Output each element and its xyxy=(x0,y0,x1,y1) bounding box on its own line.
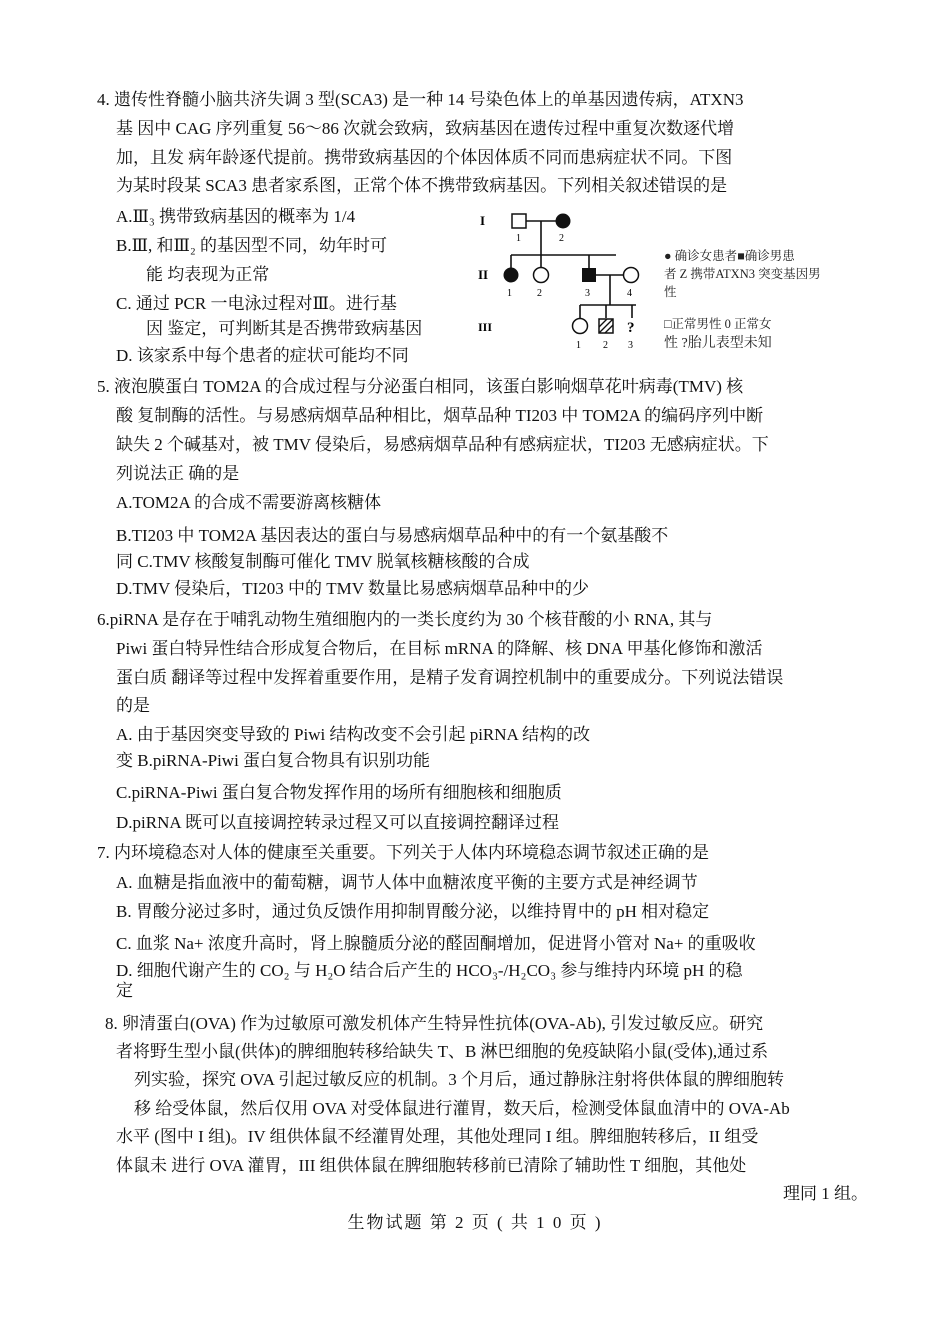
q6-option-d: D.piRNA 既可以直接调控转录过程又可以直接调控翻译过程 xyxy=(116,813,559,832)
gen-label-1: I xyxy=(480,213,486,228)
q7-option-d-cont: 定 xyxy=(116,981,133,1000)
q6-option-a: A. 由于基因突变导致的 Piwi 结构改变不会引起 piRNA 结构的改 xyxy=(116,725,591,744)
q5-line-3: 缺失 2 个碱基对，被 TMV 侵染后，易感病烟草品种有感病症状，TI203 无感病症状。下 xyxy=(116,435,769,454)
gen2-num-1: 1 xyxy=(507,288,512,299)
q7-option-b: B. 胃酸分泌过多时，通过负反馈作用抑制胃酸分泌，以维持胃中的 pH 相对稳定 xyxy=(116,902,710,921)
q6-option-c: C.piRNA-Piwi 蛋白复合物发挥作用的场所有细胞核和细胞质 xyxy=(116,783,562,802)
pedigree-legend-line-3: 性 xyxy=(664,285,677,299)
q7-line-1: 7. 内环境稳态对人体的健康至关重要。下列关于人体内环境稳态调节叙述正确的是 xyxy=(97,843,709,862)
gen2-num-2: 2 xyxy=(537,288,542,299)
q8-line-1: 8. 卵清蛋白(OVA) 作为过敏原可激发机体产生特异性抗体(OVA-Ab), 引发过敏反应。研究 xyxy=(105,1014,764,1033)
q8-line-4: 移 给受体鼠，然后仅用 OVA 对受体鼠进行灌胃，数天后，检测受体鼠血清中的 OVA-Ab xyxy=(134,1099,790,1118)
gen3-carrier-male xyxy=(599,319,613,333)
q4-stem-line-4: 为某时段某 SCA3 患者家系图，正常个体不携带致病基因。下列相关叙述错误的是 xyxy=(116,176,728,195)
q6-option-a-cont: 变 B.piRNA-Piwi 蛋白复合物具有识别功能 xyxy=(116,751,431,770)
q4-stem-line-1: 4. 遗传性脊髓小脑共济失调 3 型(SCA3) 是一种 14 号染色体上的单基因遗传病，ATXN3 xyxy=(97,90,744,109)
q4-stem-line-2: 基 因中 CAG 序列重复 56～86 次就会致病，致病基因在遗传过程中重复次数逐代增 xyxy=(116,119,735,138)
q4-option-a: A.Ⅲ₃ 携带致病基因的概率为 1/4 xyxy=(116,207,356,226)
q5-option-a: A.TOM2A 的合成不需要游离核糖体 xyxy=(116,493,382,512)
q7-option-a: A. 血糖是指血液中的葡萄糖，调节人体中血糖浓度平衡的主要方式是神经调节 xyxy=(116,873,698,892)
q8-line-5: 水平 (图中 I 组)。IV 组供体鼠不经灌胃处理，其他处理同 I 组。脾细胞转移后，II 组受 xyxy=(116,1127,759,1146)
gen3-unknown-fetus: ? xyxy=(627,320,635,336)
gen-label-3: III xyxy=(478,320,493,334)
q4-option-c: C. 通过 PCR 一电泳过程对Ⅲ。进行基 xyxy=(116,294,397,313)
q8-line-3: 列实验，探究 OVA 引起过敏反应的机制。3 个月后，通过静脉注射将供体鼠的脾细胞转 xyxy=(134,1070,784,1089)
gen3-normal-female xyxy=(573,319,588,334)
pedigree-legend-line-2: 者 Z 携带ATXN3 突变基因男 xyxy=(664,267,821,281)
gen2-num-3: 3 xyxy=(585,288,590,299)
pedigree-legend-line-5: 性 ?胎儿表型未知 xyxy=(664,336,772,351)
q6-line-1: 6.piRNA 是存在于哺乳动物生殖细胞内的一类长度约为 30 个核苷酸的小 RNA, 其与 xyxy=(97,610,713,629)
q5-option-d: D.TMV 侵染后，TI203 中的 TMV 数量比易感病烟草品种中的少 xyxy=(116,579,590,598)
q5-line-2: 酸 复制酶的活性。与易感病烟草品种相比，烟草品种 TI203 中 TOM2A 的编码序列中断 xyxy=(116,406,764,425)
q4-option-c-cont: 因 鉴定，可判断其是否携带致病基因 xyxy=(146,319,423,338)
gen1-normal-male xyxy=(512,214,526,228)
gen1-affected-female xyxy=(556,214,571,229)
gen1-num-2: 2 xyxy=(559,233,564,244)
q8-line-7: 理同 1 组。 xyxy=(783,1184,868,1203)
q5-option-b: B.TI203 中 TOM2A 基因表达的蛋白与易感病烟草品种中的有一个氨基酸不 xyxy=(116,526,669,545)
q7-option-d: D. 细胞代谢产生的 CO₂ 与 H₂O 结合后产生的 HCO₃-/H₂CO₃ 参与维持内环境 pH 的稳 xyxy=(116,961,743,980)
pedigree-diagram xyxy=(470,205,660,355)
q4-option-b: B.Ⅲ, 和Ⅲ₂ 的基因型不同，幼年时可 xyxy=(116,236,388,255)
q6-line-2: Piwi 蛋白特异性结合形成复合物后，在目标 mRNA 的降解、核 DNA 甲基化修饰和激活 xyxy=(116,639,763,658)
gen1-num-1: 1 xyxy=(516,233,521,244)
q8-line-2: 者将野生型小鼠(供体)的脾细胞转移给缺失 T、B 淋巴细胞的免疫缺陷小鼠(受体),通过系 xyxy=(116,1042,769,1061)
q5-line-4: 列说法正 确的是 xyxy=(116,464,240,483)
gen2-num-4: 4 xyxy=(627,288,632,299)
q6-line-4: 的是 xyxy=(116,696,150,715)
gen3-num-1: 1 xyxy=(576,340,581,351)
q5-option-b-cont: 同 C.TMV 核酸复制酶可催化 TMV 脱氧核糖核酸的合成 xyxy=(116,552,530,571)
q7-option-c: C. 血浆 Na+ 浓度升高时，肾上腺髓质分泌的醛固酮增加，促进肾小管对 Na+ 的重吸收 xyxy=(116,934,756,953)
gen3-num-3: 3 xyxy=(628,340,633,351)
q4-option-d: D. 该家系中每个患者的症状可能均不同 xyxy=(116,346,409,365)
q5-line-1: 5. 液泡膜蛋白 TOM2A 的合成过程与分泌蛋白相同，该蛋白影响烟草花叶病毒(TMV) 核 xyxy=(97,377,744,396)
pedigree-legend-line-4: □正常男性 0 正常女 xyxy=(664,317,772,331)
gen2-normal-female-spouse xyxy=(624,268,639,283)
pedigree-legend-line-1: ● 确诊女患者■确诊男患 xyxy=(664,249,795,263)
gen2-affected-female xyxy=(504,268,519,283)
q8-line-6: 体鼠未 进行 OVA 灌胃，III 组供体鼠在脾细胞转移前已清除了辅助性 T 细胞，其他处 xyxy=(116,1156,747,1175)
q6-line-3: 蛋白质 翻译等过程中发挥着重要作用，是精子发育调控机制中的重要成分。下列说法错误 xyxy=(116,668,784,687)
gen2-normal-female xyxy=(534,268,549,283)
gen2-affected-male xyxy=(582,268,596,282)
page-footer: 生物试题 第 2 页 ( 共 1 0 页 ) xyxy=(347,1213,603,1232)
gen3-num-2: 2 xyxy=(603,340,608,351)
q4-stem-line-3: 加，且发 病年龄逐代提前。携带致病基因的个体因体质不同而患病症状不同。下图 xyxy=(116,148,733,167)
q4-option-b-cont: 能 均表现为正常 xyxy=(146,265,270,284)
gen-label-2: II xyxy=(478,267,489,282)
